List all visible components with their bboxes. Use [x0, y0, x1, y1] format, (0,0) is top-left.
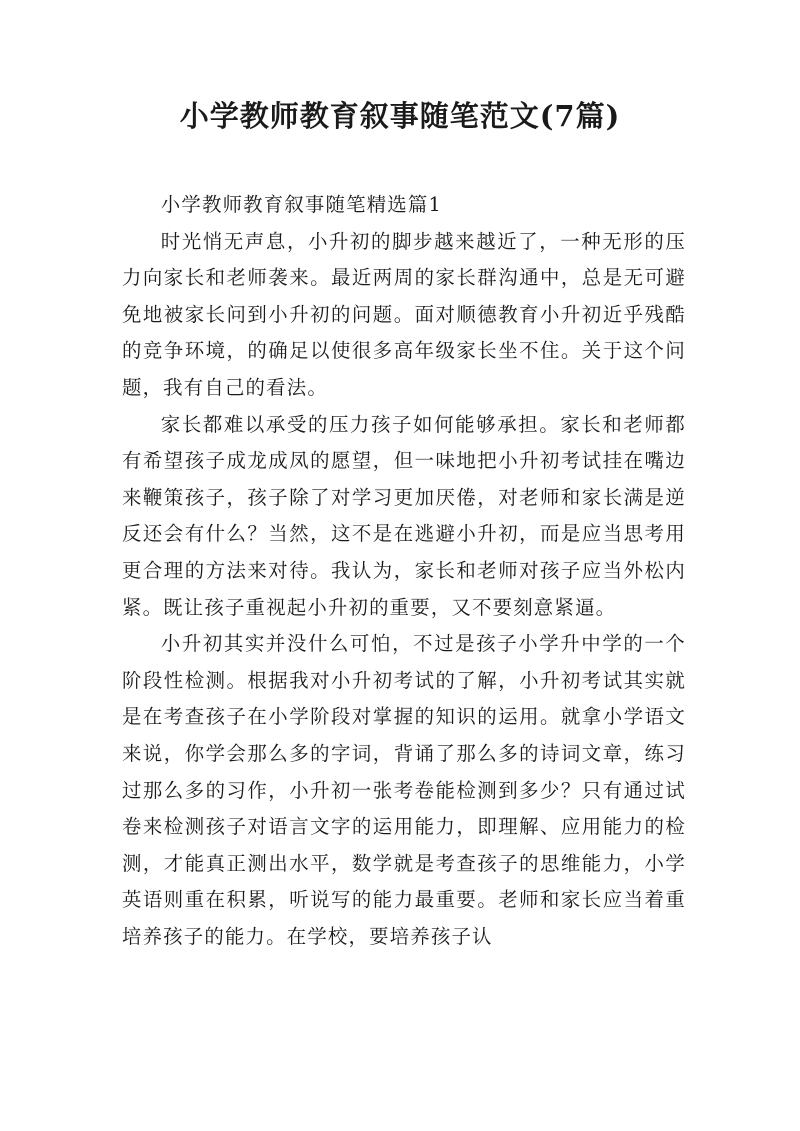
paragraph-1: 时光悄无声息，小升初的脚步越来越近了，一种无形的压力向家长和老师袭来。最近两周的家长群沟通中，总是无可避免地被家长问到小升初的问题。面对顺德教育小升初近乎残酷的竞争环境，的确足以使很多高年级家长坐不住。关于这个问题，我有自己的看法。	[122, 229, 686, 399]
document-title: 小学教师教育叙事随笔范文(7篇)	[179, 99, 621, 133]
paragraph-3: 小升初其实并没什么可怕，不过是孩子小学升中学的一个阶段性检测。根据我对小升初考试的了解，小升初考试其实就是在考查孩子在小学阶段对掌握的知识的运用。就拿小学语文来说，你学会那么多的字词，背诵了那么多的诗词文章，练习过那么多的习作，小升初一张考卷能检测到多少？只有通过试卷来检测孩子对语言文字的运用能力，即理解、应用能力的检测，才能真正测出水平，数学就是考查孩子的思维能力，小学英语则重在积累，听说写的能力最重要。老师和家长应当着重培养孩子的能力。在学校，要培养孩子认	[122, 632, 686, 948]
section-heading: 小学教师教育叙事随笔精选篇1	[160, 193, 443, 216]
paragraph-2: 家长都难以承受的压力孩子如何能够承担。家长和老师都有希望孩子成龙成凤的愿望，但一味地把小升初考试挂在嘴边来鞭策孩子，孩子除了对学习更加厌倦，对老师和家长满是逆反还会有什么？当然，这不是在逃避小升初，而是应当思考用更合理的方法来对待。我认为，家长和老师对孩子应当外松内紧。既让孩子重视起小升初的重要，又不要刻意紧逼。	[122, 412, 686, 619]
document-body	[122, 187, 686, 955]
